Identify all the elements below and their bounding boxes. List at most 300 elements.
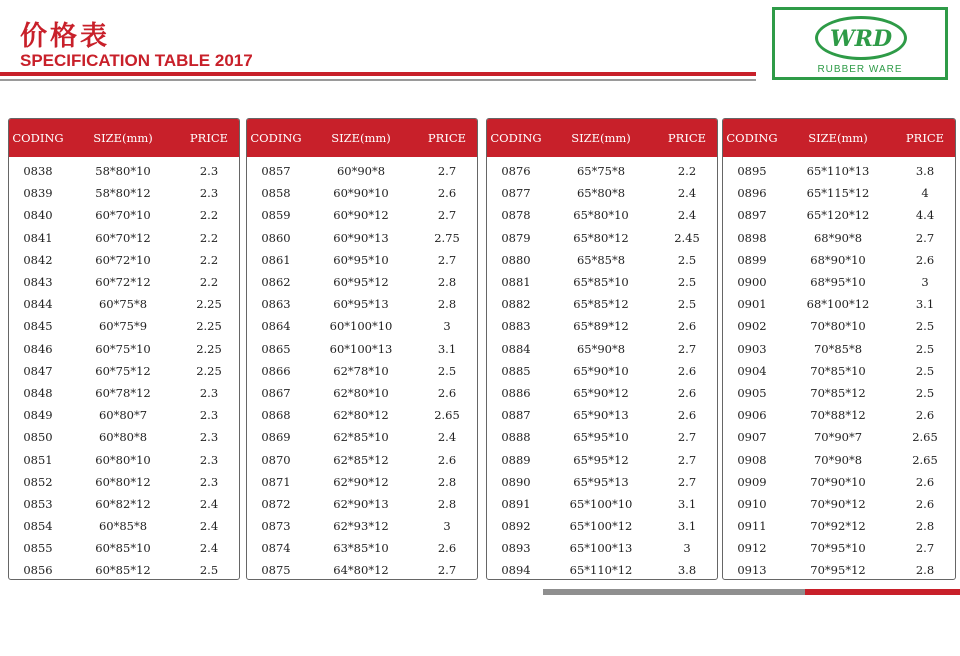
cell-price: 2.3 [199, 186, 219, 201]
cell-coding: 0879 [501, 230, 531, 245]
cell-coding: 0860 [261, 230, 291, 245]
table-row [9, 160, 239, 182]
cell-size: 70*90*12 [810, 496, 866, 511]
table-row [9, 493, 239, 515]
table-row [247, 426, 477, 448]
table-row [9, 271, 239, 293]
column-header-size: SIZE(mm) [93, 131, 153, 145]
cell-price: 2.7 [437, 563, 457, 578]
table-row [9, 293, 239, 315]
cell-size: 65*75*8 [576, 164, 626, 179]
cell-size: 60*80*7 [98, 408, 148, 423]
table-row [723, 360, 955, 382]
table-row [723, 338, 955, 360]
cell-coding: 0892 [501, 519, 531, 534]
cell-size: 65*80*10 [573, 208, 629, 223]
cell-coding: 0865 [261, 341, 291, 356]
cell-size: 60*75*12 [95, 363, 151, 378]
cell-price: 2.5 [915, 319, 935, 334]
cell-size: 60*90*12 [333, 208, 389, 223]
column-header-size: SIZE(mm) [571, 131, 631, 145]
cell-size: 65*100*12 [569, 519, 633, 534]
cell-coding: 0870 [261, 452, 291, 467]
cell-size: 62*80*10 [333, 385, 389, 400]
cell-coding: 0911 [737, 519, 767, 534]
cell-coding: 0912 [737, 541, 767, 556]
table-row [723, 271, 955, 293]
cell-coding: 0854 [23, 519, 53, 534]
table-row [487, 227, 717, 249]
table-row [723, 182, 955, 204]
cell-size: 70*85*8 [813, 341, 863, 356]
table-row [9, 515, 239, 537]
cell-coding: 0847 [23, 363, 53, 378]
cell-size: 65*110*12 [569, 563, 633, 578]
table-row [247, 293, 477, 315]
cell-price: 2.6 [915, 408, 935, 423]
table-row [9, 448, 239, 470]
table-row [723, 537, 955, 559]
cell-coding: 0852 [23, 474, 53, 489]
cell-price: 3.8 [677, 563, 697, 578]
table-row [723, 204, 955, 226]
cell-price: 2.7 [915, 230, 935, 245]
table-row [9, 426, 239, 448]
table-row [247, 204, 477, 226]
cell-coding: 0867 [261, 385, 291, 400]
cell-coding: 0843 [23, 275, 53, 290]
table-header [247, 119, 477, 157]
cell-price: 3.1 [915, 297, 935, 312]
cell-size: 60*85*10 [95, 541, 151, 556]
cell-price: 2.25 [196, 319, 222, 334]
cell-size: 60*75*9 [98, 319, 148, 334]
cell-size: 65*95*10 [573, 430, 629, 445]
cell-size: 60*78*12 [95, 385, 151, 400]
cell-coding: 0853 [23, 496, 53, 511]
price-table-4 [722, 118, 956, 580]
logo-subtitle: RUBBER WARE [817, 64, 903, 75]
column-header-size: SIZE(mm) [331, 131, 391, 145]
table-row [9, 338, 239, 360]
table-row [247, 448, 477, 470]
table-row [487, 293, 717, 315]
cell-size: 60*82*12 [95, 496, 151, 511]
cell-size: 60*80*12 [95, 474, 151, 489]
cell-size: 68*95*10 [810, 275, 866, 290]
table-header [723, 119, 955, 157]
cell-coding: 0884 [501, 341, 531, 356]
cell-coding: 0838 [23, 164, 53, 179]
cell-size: 70*90*8 [813, 452, 863, 467]
cell-coding: 0897 [737, 208, 767, 223]
cell-size: 70*95*10 [810, 541, 866, 556]
cell-size: 70*80*10 [810, 319, 866, 334]
cell-size: 70*90*10 [810, 474, 866, 489]
cell-coding: 0842 [23, 252, 53, 267]
cell-price: 3.8 [915, 164, 935, 179]
cell-coding: 0889 [501, 452, 531, 467]
cell-size: 60*75*8 [98, 297, 148, 312]
cell-coding: 0887 [501, 408, 531, 423]
cell-size: 65*80*8 [576, 186, 626, 201]
table-row [723, 249, 955, 271]
cell-coding: 0910 [737, 496, 767, 511]
table-row [247, 515, 477, 537]
table-row [723, 559, 955, 580]
cell-coding: 0869 [261, 430, 291, 445]
table-row [247, 559, 477, 580]
cell-price: 3.1 [677, 496, 697, 511]
cell-price: 2.75 [434, 230, 460, 245]
cell-price: 2.7 [677, 452, 697, 467]
table-row [487, 249, 717, 271]
table-row [723, 493, 955, 515]
table-row [9, 315, 239, 337]
table-row [9, 182, 239, 204]
cell-coding: 0896 [737, 186, 767, 201]
cell-size: 60*95*12 [333, 275, 389, 290]
cell-coding: 0855 [23, 541, 53, 556]
table-row [487, 338, 717, 360]
cell-coding: 0841 [23, 230, 53, 245]
cell-coding: 0866 [261, 363, 291, 378]
cell-size: 60*72*10 [95, 252, 151, 267]
cell-size: 65*120*12 [806, 208, 870, 223]
header-divider-gray [0, 79, 756, 81]
cell-coding: 0905 [737, 385, 767, 400]
table-row [723, 227, 955, 249]
cell-price: 2.6 [677, 319, 697, 334]
cell-size: 68*90*10 [810, 252, 866, 267]
cell-size: 70*90*7 [813, 430, 863, 445]
cell-price: 2.7 [437, 208, 457, 223]
cell-coding: 0875 [261, 563, 291, 578]
cell-coding: 0891 [501, 496, 531, 511]
cell-size: 60*90*10 [333, 186, 389, 201]
cell-size: 70*92*12 [810, 519, 866, 534]
brand-logo [772, 7, 948, 80]
column-header-price: PRICE [905, 131, 945, 145]
cell-price: 2.8 [437, 474, 457, 489]
cell-price: 2.2 [199, 275, 219, 290]
table-row [487, 448, 717, 470]
cell-price: 2.4 [677, 186, 697, 201]
cell-size: 58*80*12 [95, 186, 151, 201]
table-row [723, 160, 955, 182]
cell-size: 62*90*13 [333, 496, 389, 511]
cell-price: 2.25 [196, 363, 222, 378]
cell-price: 2.4 [199, 496, 219, 511]
cell-coding: 0883 [501, 319, 531, 334]
cell-size: 63*85*10 [333, 541, 389, 556]
table-row [9, 404, 239, 426]
table-row [9, 471, 239, 493]
cell-size: 62*85*10 [333, 430, 389, 445]
cell-price: 2.6 [915, 496, 935, 511]
table-row [487, 271, 717, 293]
cell-price: 2.4 [677, 208, 697, 223]
cell-coding: 0840 [23, 208, 53, 223]
cell-coding: 0876 [501, 164, 531, 179]
cell-price: 2.3 [199, 452, 219, 467]
cell-price: 2.4 [199, 541, 219, 556]
cell-coding: 0850 [23, 430, 53, 445]
cell-price: 2.6 [677, 385, 697, 400]
cell-coding: 0861 [261, 252, 291, 267]
column-header-coding: CODING [250, 131, 302, 145]
table-row [723, 293, 955, 315]
cell-size: 60*70*12 [95, 230, 151, 245]
cell-size: 65*100*13 [569, 541, 633, 556]
cell-coding: 0901 [737, 297, 767, 312]
table-row [487, 559, 717, 580]
cell-price: 2.6 [677, 363, 697, 378]
table-row [487, 204, 717, 226]
page-title-english: SPECIFICATION TABLE 2017 [20, 51, 253, 70]
table-row [247, 382, 477, 404]
table-row [487, 182, 717, 204]
table-row [247, 160, 477, 182]
table-row [247, 249, 477, 271]
cell-coding: 0846 [23, 341, 53, 356]
table-row [9, 249, 239, 271]
cell-price: 3 [443, 519, 451, 534]
cell-price: 3 [443, 319, 451, 334]
cell-size: 65*110*13 [806, 164, 870, 179]
cell-coding: 0894 [501, 563, 531, 578]
cell-coding: 0858 [261, 186, 291, 201]
cell-size: 62*90*12 [333, 474, 389, 489]
cell-size: 65*90*12 [573, 385, 629, 400]
cell-price: 2.5 [915, 363, 935, 378]
cell-coding: 0868 [261, 408, 291, 423]
cell-coding: 0909 [737, 474, 767, 489]
cell-size: 65*95*12 [573, 452, 629, 467]
table-row [247, 404, 477, 426]
cell-coding: 0856 [23, 563, 53, 578]
table-row [247, 493, 477, 515]
cell-price: 3.1 [437, 341, 457, 356]
cell-price: 2.25 [196, 341, 222, 356]
cell-price: 4 [921, 186, 929, 201]
cell-price: 2.5 [199, 563, 219, 578]
cell-price: 2.45 [674, 230, 700, 245]
cell-price: 3 [683, 541, 691, 556]
cell-coding: 0848 [23, 385, 53, 400]
cell-price: 2.6 [437, 385, 457, 400]
cell-price: 2.6 [677, 408, 697, 423]
cell-size: 60*90*13 [333, 230, 389, 245]
table-row [247, 271, 477, 293]
table-row [9, 559, 239, 580]
cell-coding: 0862 [261, 275, 291, 290]
cell-size: 65*90*8 [576, 341, 626, 356]
cell-price: 2.4 [437, 430, 457, 445]
cell-price: 2.3 [199, 164, 219, 179]
table-row [487, 360, 717, 382]
cell-coding: 0873 [261, 519, 291, 534]
cell-coding: 0871 [261, 474, 291, 489]
cell-price: 2.6 [437, 541, 457, 556]
cell-coding: 0906 [737, 408, 767, 423]
cell-price: 2.7 [437, 164, 457, 179]
table-row [247, 360, 477, 382]
cell-size: 65*90*10 [573, 363, 629, 378]
cell-size: 62*78*10 [333, 363, 389, 378]
cell-size: 60*72*12 [95, 275, 151, 290]
cell-coding: 0913 [737, 563, 767, 578]
table-row [9, 227, 239, 249]
cell-coding: 0881 [501, 275, 531, 290]
cell-size: 60*100*13 [329, 341, 393, 356]
cell-price: 2.8 [437, 297, 457, 312]
cell-coding: 0857 [261, 164, 291, 179]
cell-coding: 0893 [501, 541, 531, 556]
cell-coding: 0851 [23, 452, 53, 467]
cell-price: 2.5 [915, 341, 935, 356]
cell-price: 2.6 [437, 452, 457, 467]
cell-price: 2.3 [199, 408, 219, 423]
cell-price: 2.7 [915, 541, 935, 556]
table-row [247, 315, 477, 337]
cell-price: 2.5 [677, 275, 697, 290]
cell-coding: 0877 [501, 186, 531, 201]
cell-price: 2.2 [677, 164, 697, 179]
cell-size: 60*95*10 [333, 252, 389, 267]
cell-coding: 0863 [261, 297, 291, 312]
cell-size: 60*70*10 [95, 208, 151, 223]
cell-coding: 0888 [501, 430, 531, 445]
price-table-1 [8, 118, 240, 580]
cell-size: 70*95*12 [810, 563, 866, 578]
cell-size: 58*80*10 [95, 164, 151, 179]
cell-price: 2.8 [915, 563, 935, 578]
cell-coding: 0899 [737, 252, 767, 267]
cell-size: 65*85*10 [573, 275, 629, 290]
table-header [9, 119, 239, 157]
table-row [487, 493, 717, 515]
footer-bar-red [805, 589, 960, 595]
cell-price: 2.5 [915, 385, 935, 400]
cell-price: 2.2 [199, 252, 219, 267]
cell-price: 2.4 [199, 519, 219, 534]
cell-price: 2.6 [437, 186, 457, 201]
table-row [9, 537, 239, 559]
logo-mark: WRD [829, 26, 893, 52]
cell-size: 65*85*8 [576, 252, 626, 267]
cell-coding: 0839 [23, 186, 53, 201]
table-row [247, 227, 477, 249]
cell-size: 60*85*12 [95, 563, 151, 578]
cell-coding: 0885 [501, 363, 531, 378]
cell-size: 65*115*12 [806, 186, 870, 201]
cell-size: 60*100*10 [329, 319, 393, 334]
cell-coding: 0844 [23, 297, 53, 312]
table-row [247, 182, 477, 204]
price-table-3 [486, 118, 718, 580]
cell-size: 64*80*12 [333, 563, 389, 578]
column-header-coding: CODING [490, 131, 542, 145]
cell-coding: 0859 [261, 208, 291, 223]
column-header-price: PRICE [667, 131, 707, 145]
cell-price: 2.3 [199, 474, 219, 489]
cell-price: 2.7 [677, 341, 697, 356]
cell-coding: 0845 [23, 319, 53, 334]
cell-price: 2.2 [199, 208, 219, 223]
cell-price: 2.5 [677, 297, 697, 312]
table-row [723, 315, 955, 337]
column-header-price: PRICE [427, 131, 467, 145]
table-body [247, 157, 477, 580]
table-row [487, 382, 717, 404]
cell-coding: 0882 [501, 297, 531, 312]
table-row [487, 315, 717, 337]
table-row [723, 471, 955, 493]
footer-bar-gray [543, 589, 805, 595]
table-row [723, 426, 955, 448]
cell-size: 70*85*10 [810, 363, 866, 378]
cell-size: 70*88*12 [810, 408, 866, 423]
cell-size: 60*80*8 [98, 430, 148, 445]
cell-size: 60*90*8 [336, 164, 386, 179]
cell-price: 2.5 [677, 252, 697, 267]
cell-size: 62*80*12 [333, 408, 389, 423]
cell-coding: 0874 [261, 541, 291, 556]
cell-price: 2.8 [437, 496, 457, 511]
cell-price: 2.7 [677, 474, 697, 489]
table-row [487, 537, 717, 559]
cell-coding: 0900 [737, 275, 767, 290]
column-header-coding: CODING [12, 131, 64, 145]
table-row [9, 382, 239, 404]
table-row [487, 160, 717, 182]
cell-coding: 0886 [501, 385, 531, 400]
logo-oval [815, 16, 907, 60]
cell-size: 68*100*12 [806, 297, 870, 312]
cell-size: 60*85*8 [98, 519, 148, 534]
table-row [723, 404, 955, 426]
table-row [487, 471, 717, 493]
cell-size: 70*85*12 [810, 385, 866, 400]
cell-coding: 0895 [737, 164, 767, 179]
table-row [247, 338, 477, 360]
cell-coding: 0864 [261, 319, 291, 334]
cell-price: 3 [921, 275, 929, 290]
cell-coding: 0908 [737, 452, 767, 467]
table-header [487, 119, 717, 157]
table-row [9, 360, 239, 382]
cell-size: 65*89*12 [573, 319, 629, 334]
cell-coding: 0872 [261, 496, 291, 511]
cell-coding: 0878 [501, 208, 531, 223]
page-title-chinese: 价格表 [20, 21, 110, 52]
cell-price: 2.7 [437, 252, 457, 267]
cell-coding: 0898 [737, 230, 767, 245]
table-row [723, 448, 955, 470]
table-row [723, 382, 955, 404]
cell-size: 62*93*12 [333, 519, 389, 534]
cell-coding: 0904 [737, 363, 767, 378]
cell-coding: 0902 [737, 319, 767, 334]
cell-price: 2.65 [434, 408, 460, 423]
table-body [723, 157, 955, 580]
cell-coding: 0907 [737, 430, 767, 445]
cell-coding: 0903 [737, 341, 767, 356]
table-row [487, 426, 717, 448]
column-header-size: SIZE(mm) [808, 131, 868, 145]
cell-coding: 0880 [501, 252, 531, 267]
